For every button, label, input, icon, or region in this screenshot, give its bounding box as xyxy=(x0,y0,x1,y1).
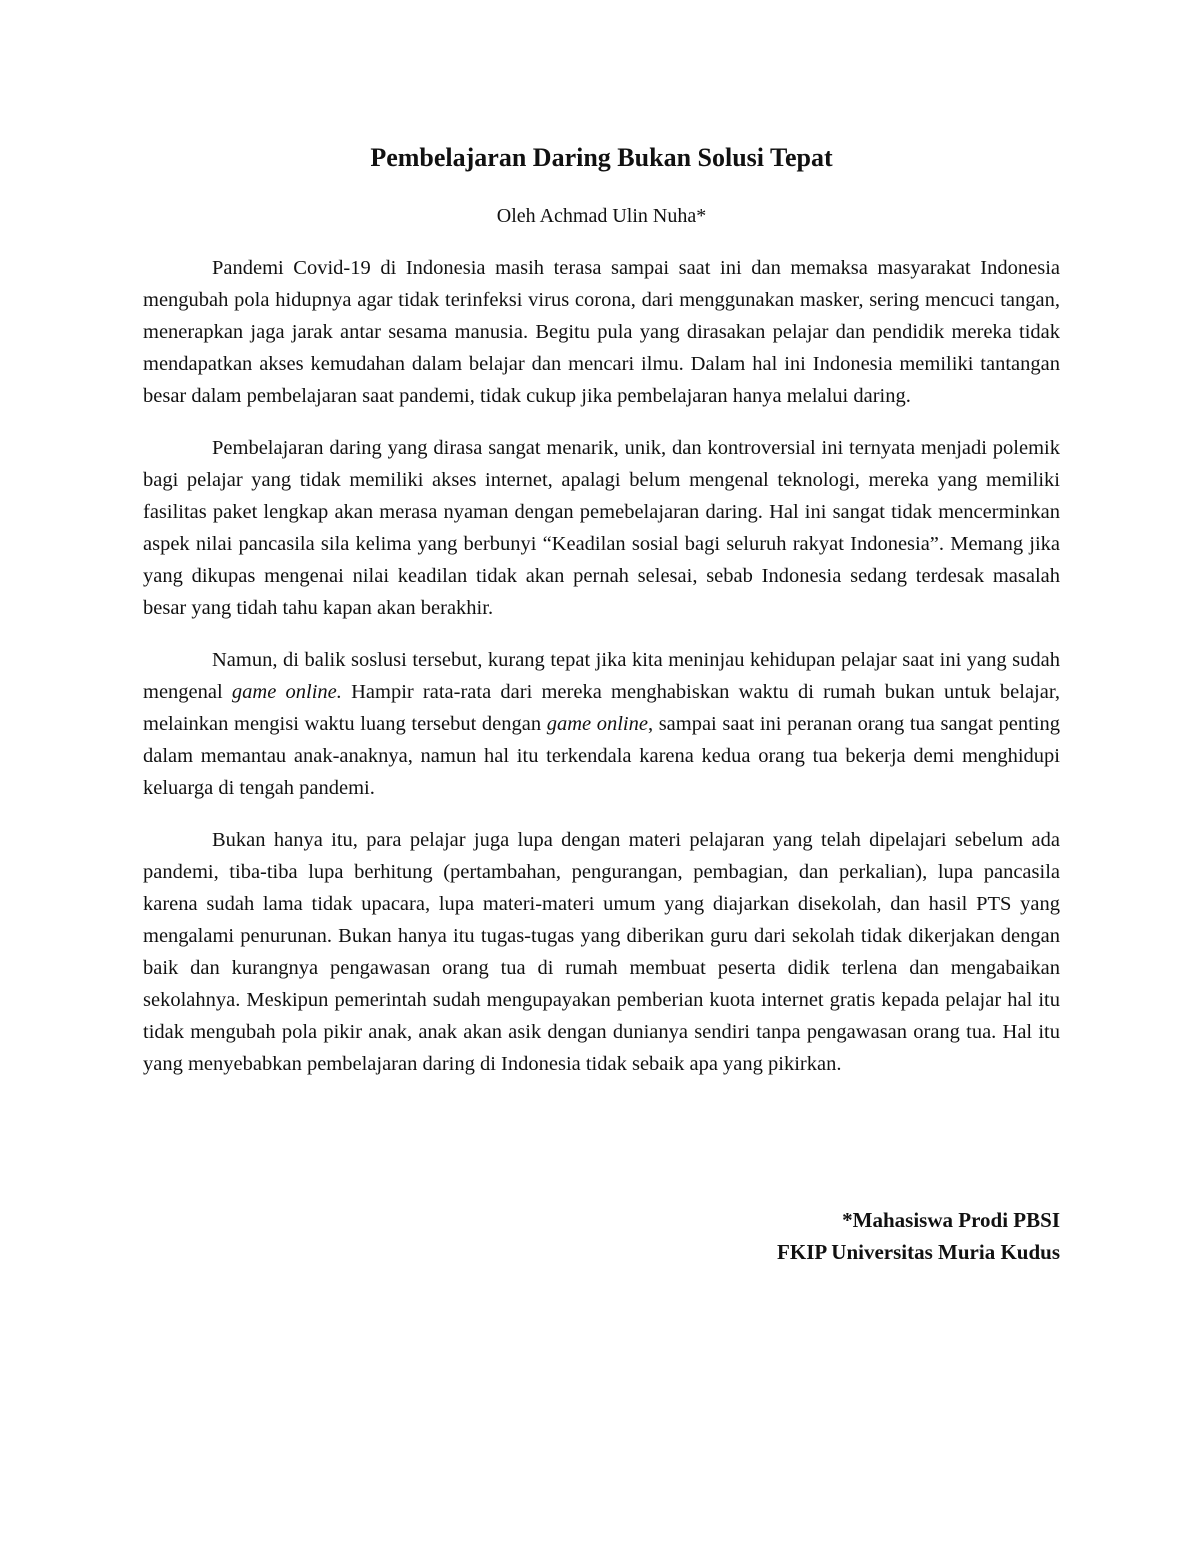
signature-block xyxy=(777,1204,1060,1268)
paragraph-3-text-a: Namun, di balik soslusi tersebut, kurang tepat jika kita meninjau kehidupan pelajar saat ini yang sudah mengenal xyxy=(143,649,1060,703)
paragraph-3-text-b: Hampir rata-rata dari mereka menghabiskan waktu di rumah bukan untuk belajar, melainkan mengisi waktu luang tersebut dengan xyxy=(143,681,1060,735)
document-title: Pembelajaran Daring Bukan Solusi Tepat xyxy=(370,143,833,172)
author-line: Oleh Achmad Ulin Nuha* xyxy=(496,205,707,227)
paragraph-4: Bukan hanya itu, para pelajar juga lupa dengan materi pelajaran yang telah dipelajari sebelum ada pandemi, tiba-tiba lupa berhitung (pertambahan, pengurangan, pembagian, dan perkalian), lupa pancasila karena sudah lama tidak upacara, lupa materi-materi umum yang diajarkan disekolah, dan hasil PTS yang mengalami penurunan. Bukan hanya itu tugas-tugas yang diberikan guru dari sekolah tidak dikerjakan dengan baik dan kurangnya pengawasan orang tua di rumah membuat peserta didik terlena dan mengabaikan sekolahnya. Meskipun pemerintah sudah mengupayakan pemberian kuota internet gratis kepada pelajar hal itu tidak mengubah pola pikir anak, anak akan asik dengan dunianya sendiri tanpa pengawasan orang tua. Hal itu yang menyebabkan pembelajaran daring di Indonesia tidak sebaik apa yang pikirkan. xyxy=(143,829,1060,1075)
paragraph-3-italic-b: game online xyxy=(546,713,648,735)
paragraph-3 xyxy=(143,644,1060,804)
paragraph-3-text-c: , sampai saat ini peranan orang tua sangat penting dalam memantau anak-anaknya, namun hal itu terkendala karena kedua orang tua bekerja demi menghidupi keluarga di tengah pandemi. xyxy=(143,713,1060,799)
paragraph-1: Pandemi Covid-19 di Indonesia masih terasa sampai saat ini dan memaksa masyarakat Indonesia mengubah pola hidupnya agar tidak terinfeksi virus corona, dari menggunakan masker, sering mencuci tangan, menerapkan jaga jarak antar sesama manusia. Begitu pula yang dirasakan pelajar dan pendidik mereka tidak mendapatkan akses kemudahan dalam belajar dan mencari ilmu. Dalam hal ini Indonesia memiliki tantangan besar dalam pembelajaran saat pandemi, tidak cukup jika pembelajaran hanya melalui daring. xyxy=(143,257,1060,407)
signature-line-2: FKIP Universitas Muria Kudus xyxy=(777,1240,1060,1264)
document-page xyxy=(143,138,1060,1264)
paragraph-2: Pembelajaran daring yang dirasa sangat menarik, unik, dan kontroversial ini ternyata menjadi polemik bagi pelajar yang tidak memiliki akses internet, apalagi belum mengenal teknologi, mereka yang memiliki fasilitas paket lengkap akan merasa nyaman dengan pemebelajaran daring. Hal ini sangat tidak mencerminkan aspek nilai pancasila sila kelima yang berbunyi “Keadilan sosial bagi seluruh rakyat Indonesia”. Memang jika yang dikupas mengenai nilai keadilan tidak akan pernah selesai, sebab Indonesia sedang terdesak masalah besar yang tidah tahu kapan akan berakhir. xyxy=(143,437,1060,619)
signature-line-1: *Mahasiswa Prodi PBSI xyxy=(842,1208,1060,1232)
paragraph-3-italic-a: game online. xyxy=(231,681,342,703)
